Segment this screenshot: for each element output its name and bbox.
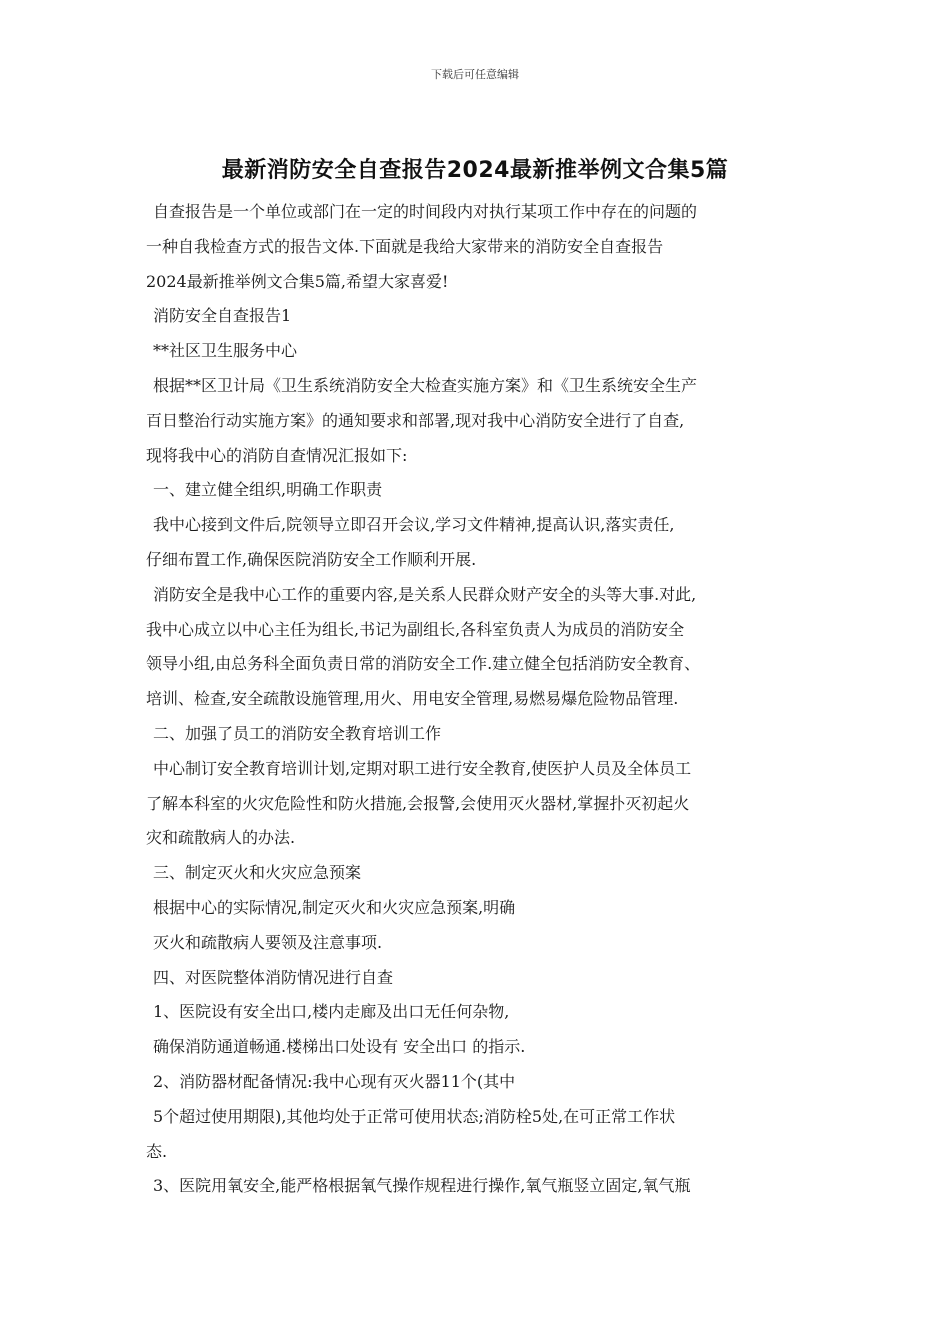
paragraph-line: 消防安全是我中心工作的重要内容,是关系人民群众财产安全的头等大事.对此, bbox=[153, 584, 697, 604]
paragraph-line: 根据**区卫计局《卫生系统消防安全大检查实施方案》和《卫生系统安全生产 bbox=[153, 375, 698, 395]
paragraph-line: 态. bbox=[146, 1141, 168, 1161]
paragraph-line: 自查报告是一个单位或部门在一定的时间段内对执行某项工作中存在的问题的 bbox=[153, 202, 698, 221]
paragraph-line: 确保消防通道畅通.楼梯出口处设有 安全出口 的指示. bbox=[153, 1037, 526, 1057]
paragraph-line: 现将我中心的消防自查情况汇报如下: bbox=[146, 445, 408, 465]
paragraph-line: 消防安全自查报告1 bbox=[153, 306, 292, 326]
paragraph-line: 我中心接到文件后,院领导立即召开会议,学习文件精神,提高认识,落实责任, bbox=[153, 515, 675, 535]
paragraph-line: 一种自我检查方式的报告文体.下面就是我给大家带来的消防安全自查报告 bbox=[146, 236, 664, 256]
paragraph-line: 中心制订安全教育培训计划,定期对职工进行安全教育,使医护人员及全体员工 bbox=[153, 758, 692, 778]
paragraph-line: 了解本科室的火灾危险性和防火措施,会报警,会使用灭火器材,掌握扑灭初起火 bbox=[146, 793, 690, 813]
paragraph-line: 3、医院用氧安全,能严格根据氧气操作规程进行操作,氧气瓶竖立固定,氧气瓶 bbox=[153, 1176, 691, 1196]
paragraph-line: 2、消防器材配备情况:我中心现有灭火器11个(其中 bbox=[153, 1071, 516, 1091]
paragraph-line: 我中心成立以中心主任为组长,书记为副组长,各科室负责人为成员的消防安全 bbox=[146, 619, 685, 639]
paragraph-line: 二、加强了员工的消防安全教育培训工作 bbox=[153, 723, 442, 743]
header-note: 下载后可任意编辑 bbox=[431, 68, 519, 81]
paragraph-line: 灾和疏散病人的办法. bbox=[146, 828, 296, 848]
document-body bbox=[146, 195, 826, 1204]
paragraph-line: 2024最新推举例文合集5篇,希望大家喜爱! bbox=[146, 271, 449, 291]
paragraph-line: 5个超过使用期限),其他均处于正常可使用状态;消防栓5处,在可正常工作状 bbox=[153, 1106, 676, 1126]
document-title: 最新消防安全自查报告2024最新推举例文合集5篇 bbox=[221, 158, 729, 183]
paragraph-line: 领导小组,由总务科全面负责日常的消防安全工作.建立健全包括消防安全教育、 bbox=[146, 654, 701, 674]
paragraph-line: 一、建立健全组织,明确工作职责 bbox=[153, 480, 383, 500]
paragraph-line: 三、制定灭火和火灾应急预案 bbox=[153, 863, 362, 883]
paragraph-line: 1、医院设有安全出口,楼内走廊及出口无任何杂物, bbox=[153, 1002, 510, 1022]
paragraph-line: 百日整治行动实施方案》的通知要求和部署,现对我中心消防安全进行了自查, bbox=[146, 410, 685, 430]
paragraph-line: 培训、检查,安全疏散设施管理,用火、用电安全管理,易燃易爆危险物品管理. bbox=[146, 689, 679, 709]
paragraph-line: 根据中心的实际情况,制定灭火和火灾应急预案,明确 bbox=[153, 897, 516, 917]
paragraph-line: 灭火和疏散病人要领及注意事项. bbox=[153, 932, 383, 952]
paragraph-line: 仔细布置工作,确保医院消防安全工作顺利开展. bbox=[146, 549, 477, 569]
paragraph-line: 四、对医院整体消防情况进行自查 bbox=[153, 967, 394, 987]
paragraph-line: **社区卫生服务中心 bbox=[153, 341, 298, 361]
